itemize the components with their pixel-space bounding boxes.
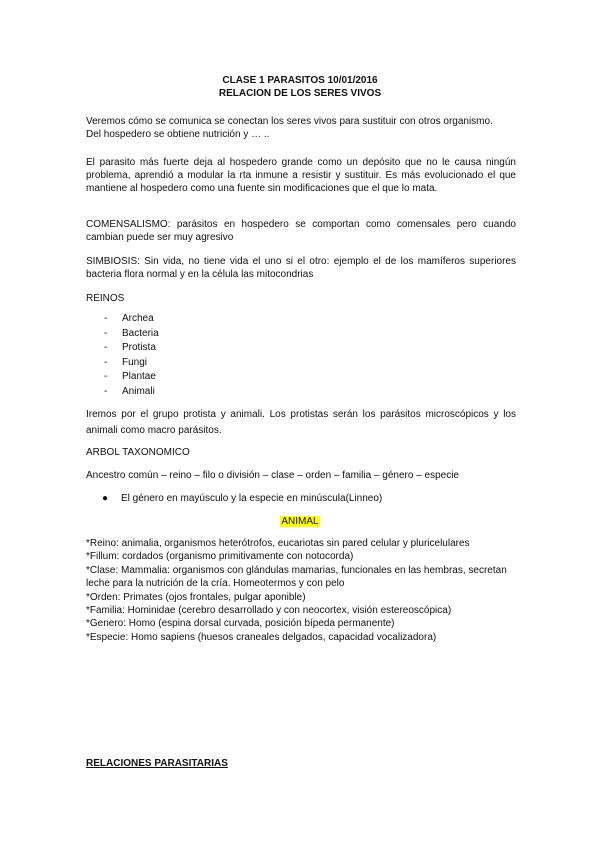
reino-label: Archea [122,313,154,324]
dash-bullet: - [104,342,108,353]
iremos-line-2: animali como macro parásitos. [86,425,222,436]
taxonomy-sequence: Ancestro común – reino – filo o división – clase – orden – familia – género – especie [86,470,459,481]
dash-bullet: - [104,385,108,397]
dash-bullet: - [104,356,108,368]
reinos-list [100,312,159,399]
parasite-paragraph-end: mantiene al hospedero como una fuente sin modificaciones que el que lo mata. [86,183,438,194]
section-title: RELACION DE LOS SERES VIVOS [218,88,382,99]
relaciones-heading-text: RELACIONES PARASITARIAS [86,758,228,769]
comensalismo-line-2: cambian puede ser muy agresivo [86,232,234,243]
animal-label-wrap [0,515,600,528]
taxonomy-line: *Clase: Mammalia: organismos con glándulas mamarias, funcionales en las hembras, secretan [86,564,507,576]
taxonomy-line: *Familia: Hominidae (cerebro desarrollado y con neocortex, visión estereoscópica) [86,605,452,617]
intro-line-2: Del hospedero se obtiene nutrición y … .. [86,129,270,140]
reino-label: Animali [122,385,155,397]
comensalismo-line-1: COMENSALISMO: parásitos en hospedero se comportan como comensales pero cuando [86,219,516,230]
parasite-paragraph: El parasito más fuerte deja al hospedero grande como un depósito que no le causa ningún problema, aprendió a modular la rta inmune a resistir y sustituir. Es más evolucionado el que [86,157,516,181]
taxonomy-line: *Reino: animalia, organismos heterótrofos, eucariotas sin pared celular y pluricelulares [86,538,470,549]
list-item [100,312,159,327]
list-item [100,356,159,371]
animal-label: ANIMAL [281,516,319,527]
taxonomy-line: *Orden: Primates (ojos frontales, pulgar aponible) [86,591,306,603]
reino-label: Protista [122,342,156,353]
list-item [100,341,159,356]
taxonomy-line: leche para la nutrición de la cría. Homeotermos y con pelo [86,578,345,590]
list-item [100,370,159,385]
bullet-icon: ● [102,493,109,504]
reino-label: Bacteria [122,327,159,339]
list-item [100,385,159,400]
taxonomy-line: *Especie: Homo sapiens (huesos craneales delgados, capacidad vocalizadora) [86,631,437,643]
taxonomy-line: *Fillum: cordados (organismo primitivamente con notocorda) [86,551,354,563]
taxonomy-line: *Genero: Homo (espina dorsal curvada, posición bípeda permanente) [86,618,395,630]
dash-bullet: - [104,371,108,382]
reino-label: Fungi [122,356,148,368]
dash-bullet: - [104,313,108,324]
intro-line-1: Veremos cómo se comunica se conectan los seres vivos para sustituir con otros organismo. [86,116,493,127]
iremos-line-1: Iremos por el grupo protista y animali. Los protistas serán los parásitos microscópicos y los [86,409,516,420]
reinos-heading: REINOS [86,293,125,304]
relaciones-heading [86,757,516,770]
list-item [100,327,159,342]
simbiosis-line-2: bacteria flora normal y en la célula las mitocondrias [86,269,314,280]
arbol-heading: ARBOL TAXONOMICO [86,447,190,458]
animal-taxonomy [86,537,526,644]
dash-bullet: - [104,327,108,339]
simbiosis-line-1: SIMBIOSIS: Sin vida, no tiene vida el uno si el otro: ejemplo el de los mamíferos superiores [86,256,516,267]
class-title: CLASE 1 PARASITOS 10/01/2016 [222,75,378,86]
reino-label: Plantae [122,371,156,382]
linneo-note: El género en mayúsculo y la especie en minúscula(Linneo) [121,493,383,504]
